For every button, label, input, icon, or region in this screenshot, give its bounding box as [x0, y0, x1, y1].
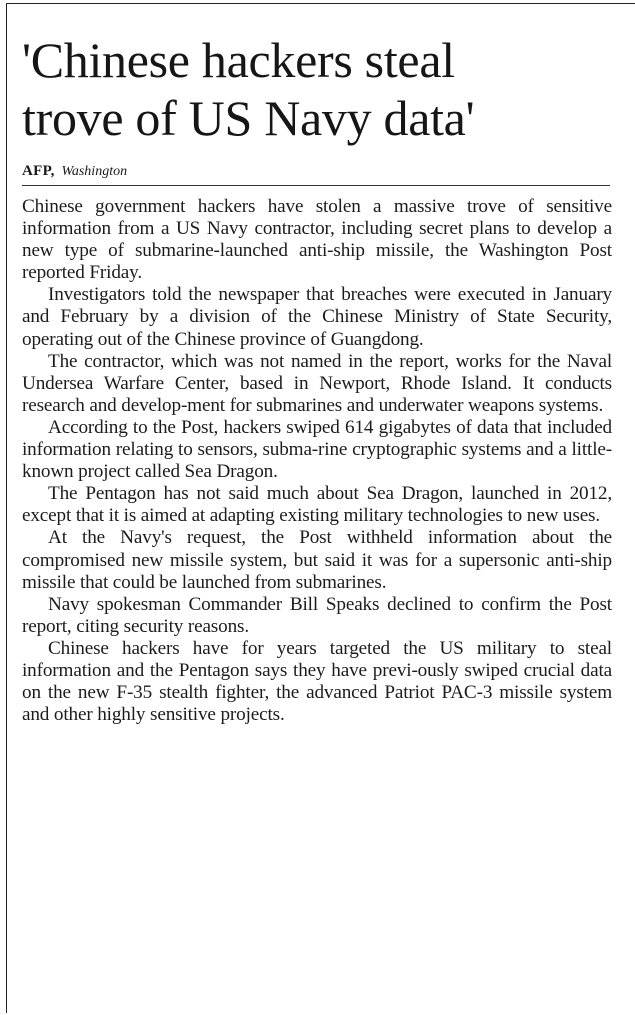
article-paragraph: The Pentagon has not said much about Sea Dragon, launched in 2012, except that it is aimed at adapting existing military technologies to new uses. — [22, 483, 612, 527]
article-paragraph: Chinese government hackers have stolen a massive trove of sensitive information from a US Navy contractor, including secret plans to develop a new type of submarine-launched anti-ship missile, the Washington Post reported Friday. — [22, 196, 612, 284]
article-paragraph: At the Navy's request, the Post withheld information about the compromised new missile system, but said it was for a supersonic anti-ship missile that could be launched from submarines. — [22, 527, 612, 593]
article-paragraph: Navy spokesman Commander Bill Speaks declined to confirm the Post report, citing security reasons. — [22, 593, 612, 637]
byline — [22, 161, 612, 182]
article-paragraph: According to the Post, hackers swiped 614 gigabytes of data that included information relating to sensors, subma-rine cryptographic systems and a little-known project called Sea Dragon. — [22, 416, 612, 483]
article-paragraph: Investigators told the newspaper that breaches were executed in January and February by a division of the Chinese Ministry of State Security, operating out of the Chinese province of Guangdong. — [22, 284, 612, 350]
headline — [22, 31, 612, 147]
top-border-rule — [6, 3, 635, 4]
byline-divider — [22, 185, 610, 186]
article-paragraph: The contractor, which was not named in the report, works for the Naval Undersea Warfare Center, based in Newport, Rhode Island. It conducts research and develop-ment for submarines and underwater weapons systems. — [22, 350, 612, 416]
news-clipping — [22, 20, 612, 726]
byline-dateline: Washington — [61, 164, 128, 179]
article-paragraph: Chinese hackers have for years targeted the US military to steal information and the Pentagon says they have previ-ously swiped crucial data on the new F-35 stealth fighter, the advanced Patriot PAC-3 missile system and other highly sensitive projects. — [22, 637, 612, 726]
article-body — [22, 196, 612, 726]
headline-line-2: trove of US Navy data' — [22, 90, 475, 146]
headline-line-1: 'Chinese hackers steal — [22, 32, 455, 88]
byline-agency: AFP, — [22, 163, 55, 179]
left-border-rule — [6, 3, 7, 1013]
